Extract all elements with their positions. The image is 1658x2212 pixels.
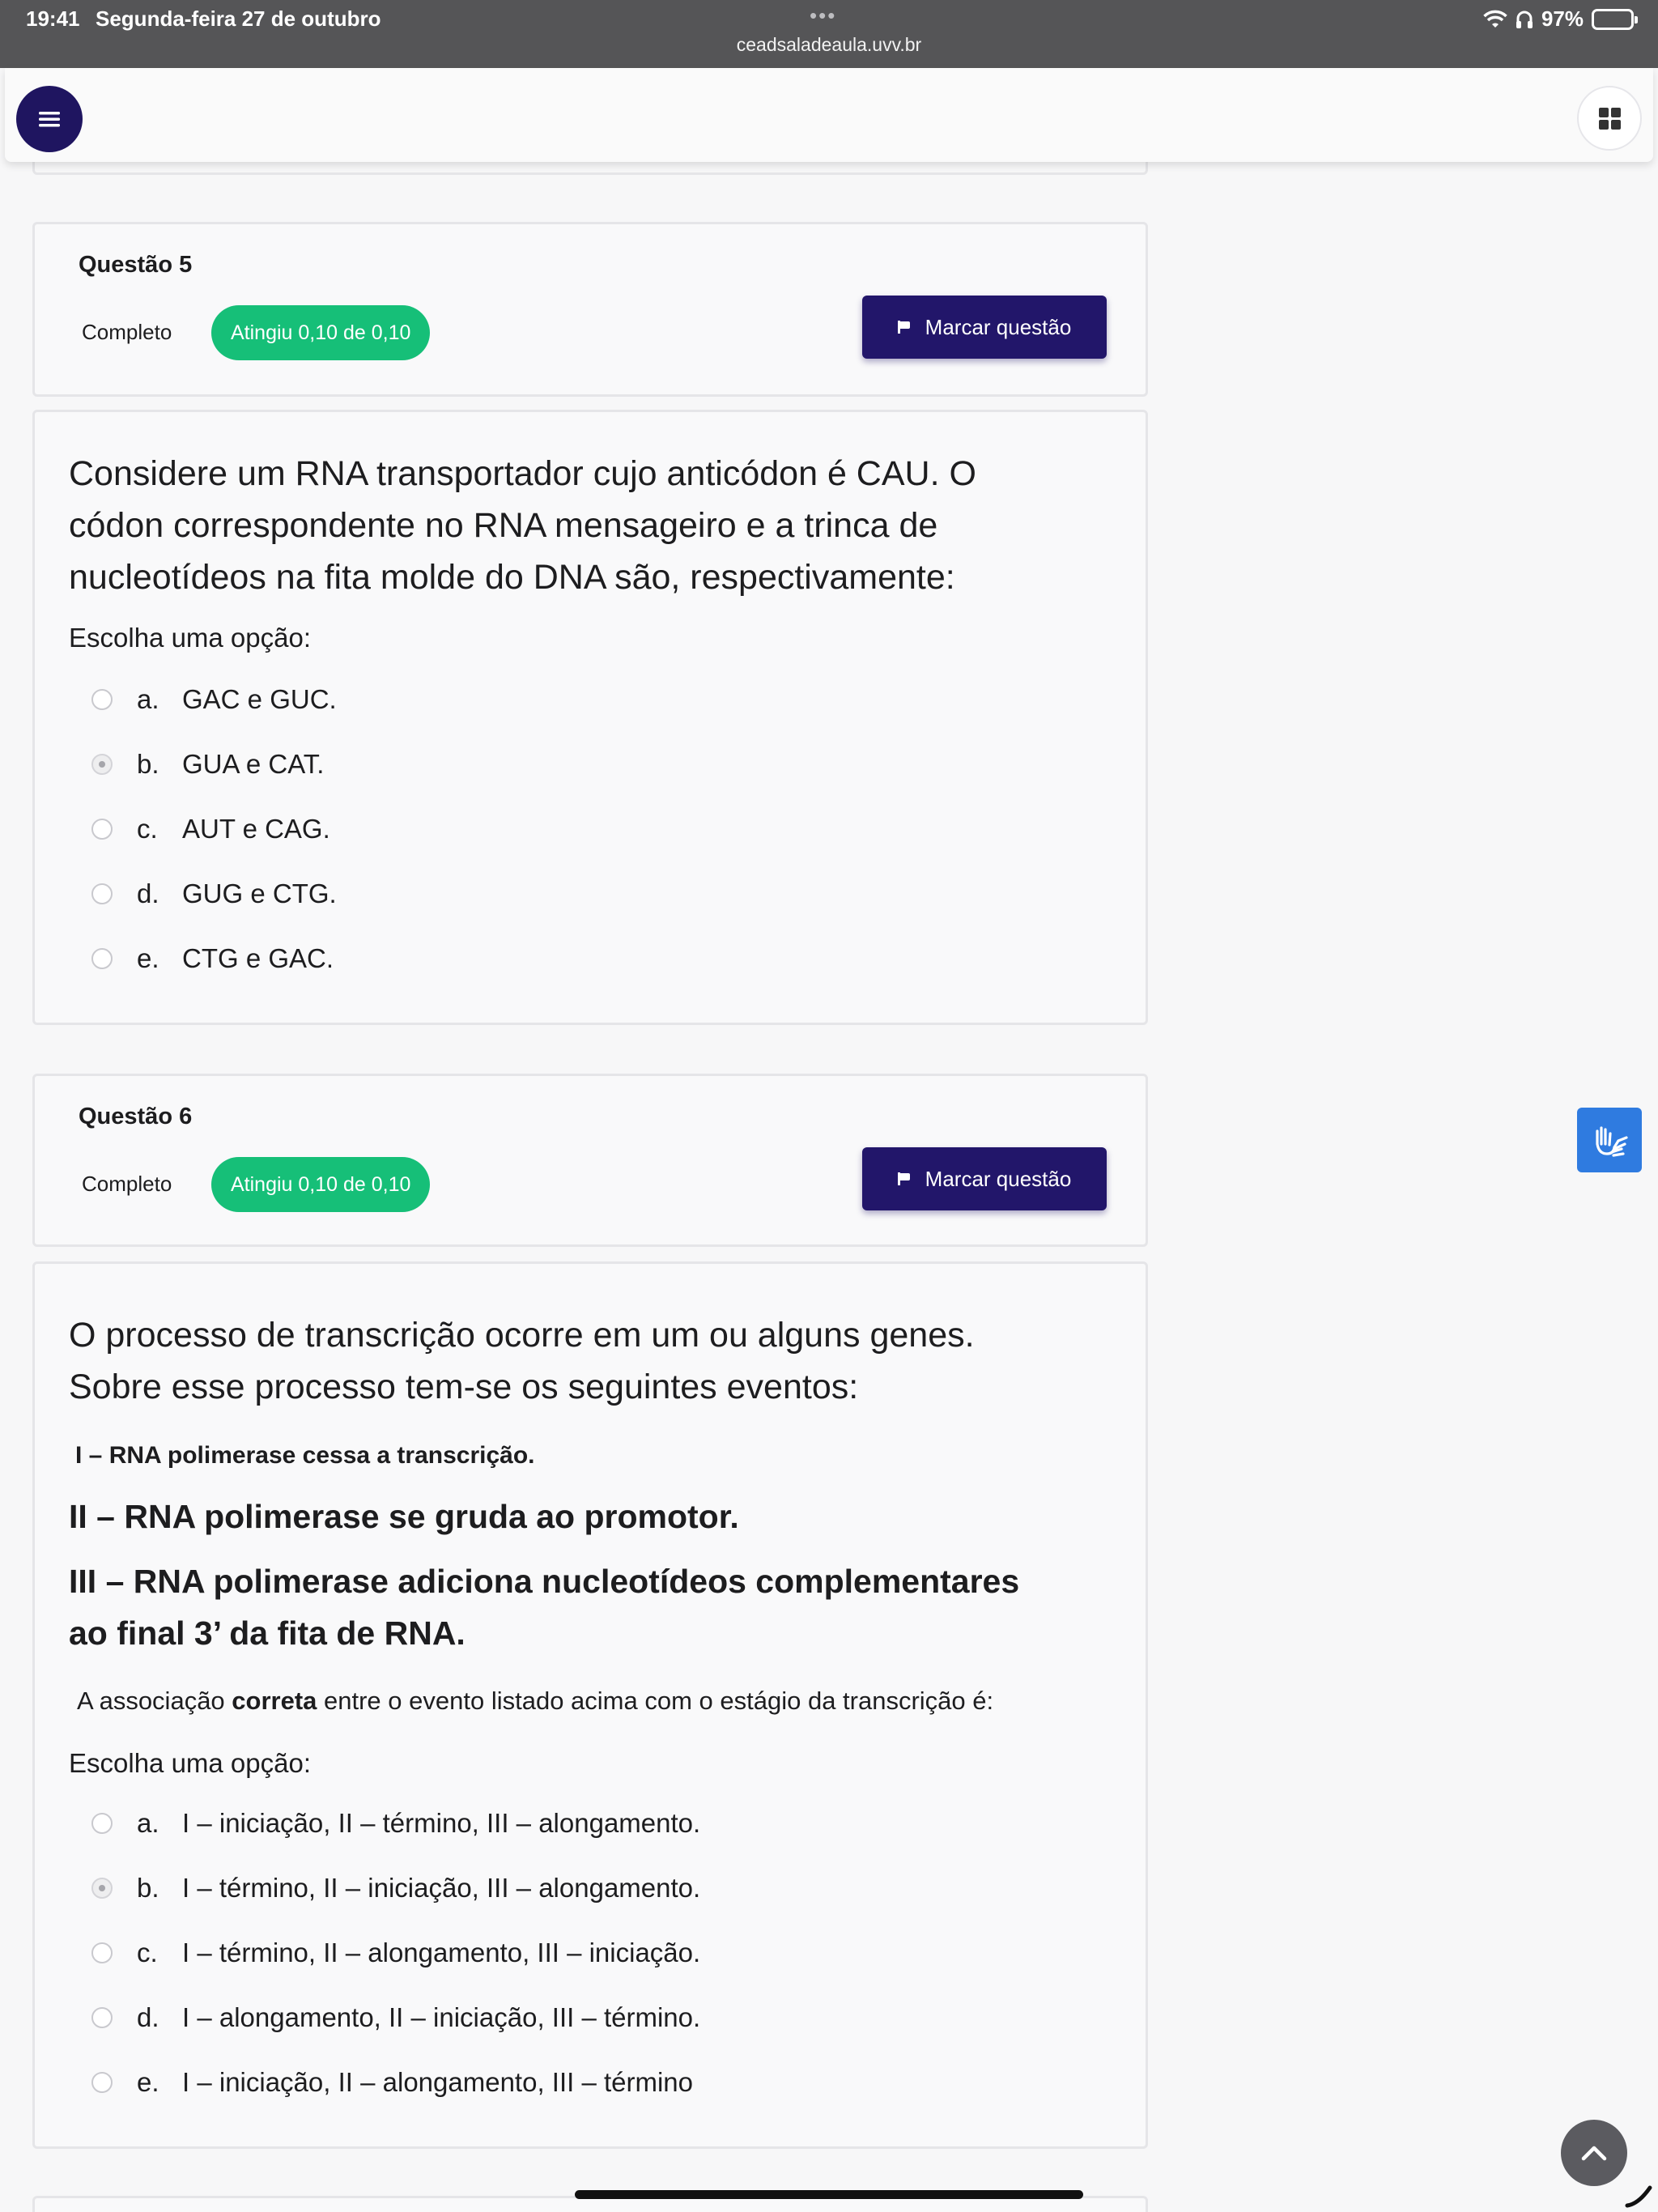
wifi-icon	[1483, 10, 1507, 29]
question-title: Questão 5	[79, 252, 193, 278]
answer-option-e[interactable]	[91, 2062, 693, 2103]
headphones-icon	[1516, 10, 1533, 29]
status-time: 19:41	[26, 6, 80, 31]
radio-button[interactable]	[91, 689, 113, 710]
question-state: Completo	[82, 320, 172, 344]
flag-icon	[898, 321, 911, 334]
answer-option-a[interactable]	[91, 679, 337, 720]
sign-language-button[interactable]	[1577, 1108, 1642, 1172]
option-letter: b.	[137, 749, 159, 779]
home-indicator[interactable]	[575, 2190, 1083, 2199]
question-text-line: Considere um RNA transportador cujo anticódon é CAU. O	[69, 454, 976, 493]
question-text	[69, 448, 976, 603]
radio-button[interactable]	[91, 1813, 113, 1834]
option-letter: d.	[137, 2002, 159, 2032]
menu-button[interactable]	[16, 86, 83, 152]
option-text: AUT e CAG.	[182, 814, 330, 844]
answer-option-b[interactable]	[91, 744, 324, 785]
option-text: GUG e CTG.	[182, 878, 337, 908]
option-letter: e.	[137, 2067, 159, 2097]
hamburger-icon	[39, 110, 60, 128]
status-right	[1483, 6, 1634, 32]
flag-question-button[interactable]	[862, 296, 1107, 359]
association-text: entre o evento listado acima com o estágio da transcrição é:	[317, 1687, 994, 1715]
option-text: I – término, II – alongamento, III – iniciação.	[182, 1938, 701, 1967]
association-prompt	[77, 1687, 993, 1716]
option-text: GUA e CAT.	[182, 749, 325, 779]
question-content-6	[32, 1261, 1148, 2149]
association-text: A associação	[77, 1687, 232, 1715]
option-letter: b.	[137, 1873, 159, 1903]
grade-badge: Atingiu 0,10 de 0,10	[211, 305, 430, 360]
choose-option-label: Escolha uma opção:	[69, 623, 312, 653]
question-state: Completo	[82, 1172, 172, 1196]
answer-option-d[interactable]	[91, 1997, 700, 2038]
question-text-line: nucleotídeos na fita molde do DNA são, respectivamente:	[69, 558, 955, 597]
option-letter: a.	[137, 684, 159, 714]
event-statement-1: I – RNA polimerase cessa a transcrição.	[75, 1442, 535, 1469]
answer-option-b[interactable]	[91, 1868, 700, 1908]
battery-icon	[1592, 9, 1634, 30]
flag-question-label: Marcar questão	[925, 314, 1072, 339]
question-text-line: O processo de transcrição ocorre em um ou alguns genes.	[69, 1316, 975, 1355]
option-text: CTG e GAC.	[182, 943, 334, 973]
option-text: I – iniciação, II – alongamento, III – término	[182, 2067, 694, 2097]
option-text: GAC e GUC.	[182, 684, 337, 714]
scroll-to-top-button[interactable]	[1561, 2120, 1627, 2186]
radio-button[interactable]	[91, 883, 113, 904]
event-statement-3	[69, 1555, 1019, 1659]
grade-badge: Atingiu 0,10 de 0,10	[211, 1157, 430, 1212]
option-letter: c.	[137, 1938, 158, 1967]
drawer-toggle-button[interactable]	[1577, 86, 1642, 151]
option-text: I – término, II – iniciação, III – alongamento.	[182, 1873, 701, 1903]
radio-button[interactable]	[91, 2007, 113, 2028]
resize-corner-icon[interactable]	[1622, 2176, 1655, 2209]
option-letter: a.	[137, 1808, 159, 1838]
radio-button[interactable]	[91, 2072, 113, 2093]
status-bar	[0, 0, 1658, 68]
grid-icon	[1599, 108, 1621, 130]
option-letter: c.	[137, 814, 158, 844]
answer-option-e[interactable]	[91, 938, 334, 979]
event-statement-2: II – RNA polimerase se gruda ao promotor.	[69, 1498, 739, 1535]
browser-url[interactable]: ceadsaladeaula.uvv.br	[736, 34, 922, 55]
answer-option-c[interactable]	[91, 809, 330, 849]
flag-question-button[interactable]	[862, 1147, 1107, 1210]
battery-percent: 97%	[1541, 6, 1584, 31]
radio-button[interactable]	[91, 1942, 113, 1963]
statement-line: ao final 3’ da fita de RNA.	[69, 1614, 466, 1652]
answer-option-a[interactable]	[91, 1803, 700, 1844]
question-info-5	[32, 222, 1148, 397]
option-text: I – alongamento, II – iniciação, III – término.	[182, 2002, 701, 2032]
sign-language-hands-icon	[1589, 1120, 1630, 1160]
radio-button-selected[interactable]	[91, 1878, 113, 1899]
option-letter: e.	[137, 943, 159, 973]
radio-button[interactable]	[91, 948, 113, 969]
option-letter: d.	[137, 878, 159, 908]
radio-button-selected[interactable]	[91, 754, 113, 775]
question-title: Questão 6	[79, 1104, 193, 1129]
question-content-5	[32, 410, 1148, 1025]
question-info-6	[32, 1074, 1148, 1247]
answer-option-d[interactable]	[91, 874, 337, 914]
question-text-line: códon correspondente no RNA mensageiro e a trinca de	[69, 506, 938, 545]
multitasking-dots[interactable]: •••	[810, 3, 837, 28]
flag-icon	[898, 1172, 911, 1185]
flag-question-label: Marcar questão	[925, 1166, 1072, 1191]
question-text-line: Sobre esse processo tem-se os seguintes eventos:	[69, 1368, 859, 1406]
association-emphasis: correta	[232, 1687, 317, 1715]
radio-button[interactable]	[91, 819, 113, 840]
status-date: Segunda-feira 27 de outubro	[96, 6, 381, 31]
choose-option-label: Escolha uma opção:	[69, 1748, 312, 1778]
statement-line: III – RNA polimerase adiciona nucleotídeos complementares	[69, 1563, 1020, 1600]
app-header	[5, 68, 1653, 162]
chevron-up-icon	[1580, 2144, 1608, 2162]
question-text	[69, 1309, 975, 1413]
option-text: I – iniciação, II – término, III – alongamento.	[182, 1808, 701, 1838]
answer-option-c[interactable]	[91, 1933, 700, 1973]
